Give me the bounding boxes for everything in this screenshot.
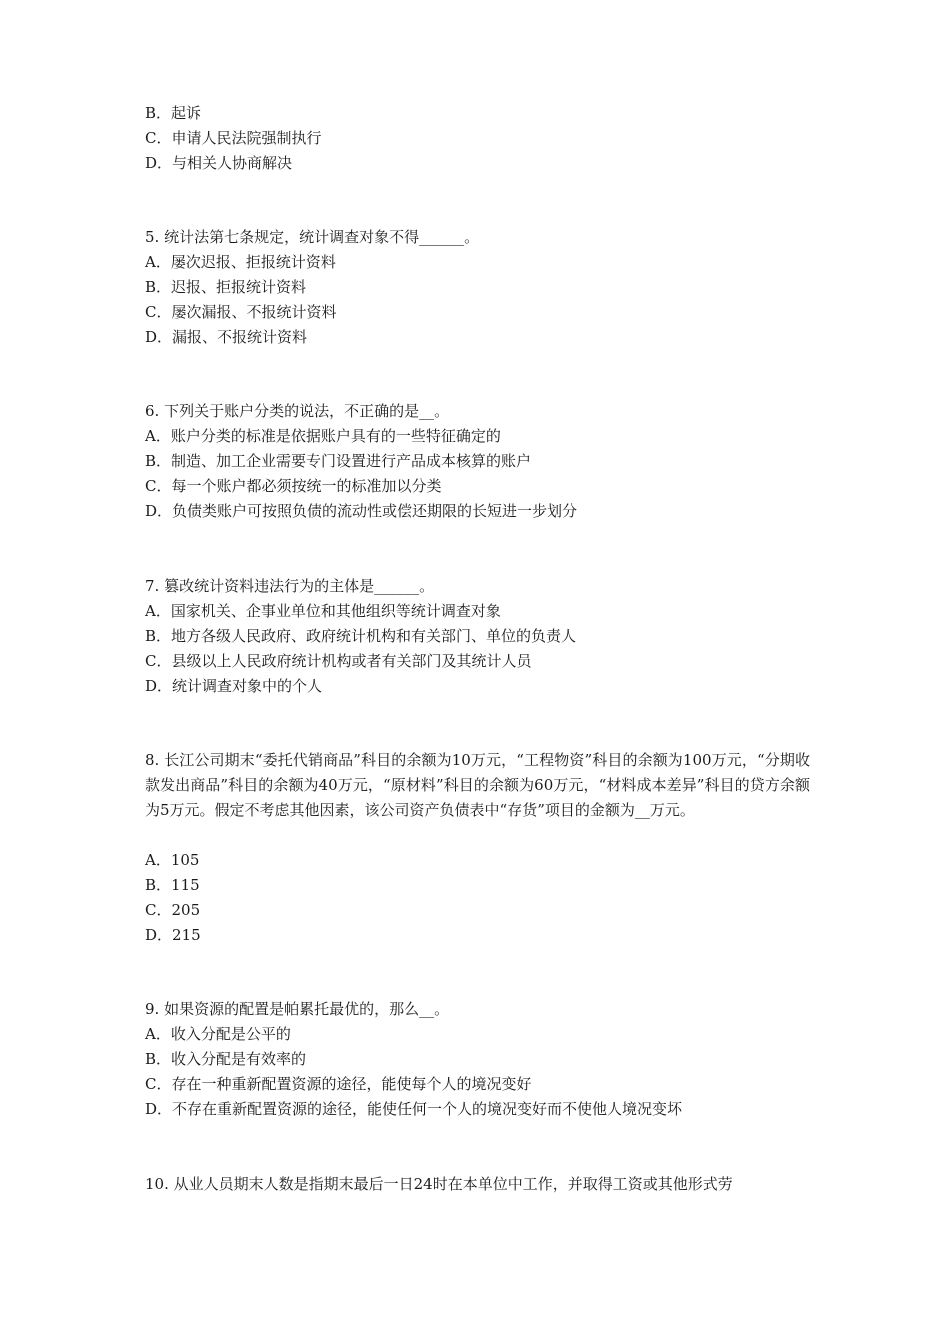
option-b: B．地方各级人民政府、政府统计机构和有关部门、单位的负责人	[145, 627, 577, 645]
option-a: A．收入分配是公平的	[145, 1025, 291, 1043]
question-stem: 5. 统计法第七条规定，统计调查对象不得______。	[145, 228, 480, 246]
option-b: B．迟报、拒报统计资料	[145, 278, 307, 296]
option-c: C．205	[145, 901, 201, 919]
option-c: C．县级以上人民政府统计机构或者有关部门及其统计人员	[145, 652, 532, 670]
option-a: A．屡次迟报、拒报统计资料	[145, 253, 336, 271]
option-d: D．不存在重新配置资源的途径，能使任何一个人的境况变好而不使他人境况变坏	[145, 1100, 683, 1118]
option-d: D．与相关人协商解决	[145, 154, 293, 172]
question-stem: 8. 长江公司期末“委托代销商品”科目的余额为10万元，“工程物资”科目的余额为100万元，“分期收款发出商品”科目的余额为40万元，“原材料”科目的余额为60万元，“材料成本差异”科目的贷方余额为5万元。假定不考虑其他因素，该公司资产负债表中“存货”项目的金额为__万元。	[145, 751, 810, 819]
option-c: C．屡次漏报、不报统计资料	[145, 303, 337, 321]
option-d: D．统计调查对象中的个人	[145, 677, 323, 695]
option-c: C．存在一种重新配置资源的途径，能使每个人的境况变好	[145, 1075, 532, 1093]
question-stem: 6. 下列关于账户分类的说法，不正确的是__。	[145, 402, 450, 420]
option-d: D．215	[145, 926, 201, 944]
question-stem: 7. 篡改统计资料违法行为的主体是______。	[145, 577, 435, 595]
question-stem: 10. 从业人员期末人数是指期末最后一日24时在本单位中工作，并取得工资或其他形式劳	[145, 1175, 733, 1193]
question-stem: 9. 如果资源的配置是帕累托最优的，那么__。	[145, 1000, 450, 1018]
option-a: A．账户分类的标准是依据账户具有的一些特征确定的	[145, 427, 501, 445]
option-c: C．申请人民法院强制执行	[145, 129, 322, 147]
option-b: B．115	[145, 876, 200, 894]
option-a: A．105	[145, 851, 200, 869]
option-b: B．起诉	[145, 104, 202, 122]
option-b: B．收入分配是有效率的	[145, 1050, 307, 1068]
option-d: D．漏报、不报统计资料	[145, 328, 308, 346]
option-b: B．制造、加工企业需要专门设置进行产品成本核算的账户	[145, 452, 532, 470]
option-a: A．国家机关、企事业单位和其他组织等统计调查对象	[145, 602, 501, 620]
option-c: C．每一个账户都必须按统一的标准加以分类	[145, 477, 442, 495]
option-d: D．负债类账户可按照负债的流动性或偿还期限的长短进一步划分	[145, 502, 578, 520]
